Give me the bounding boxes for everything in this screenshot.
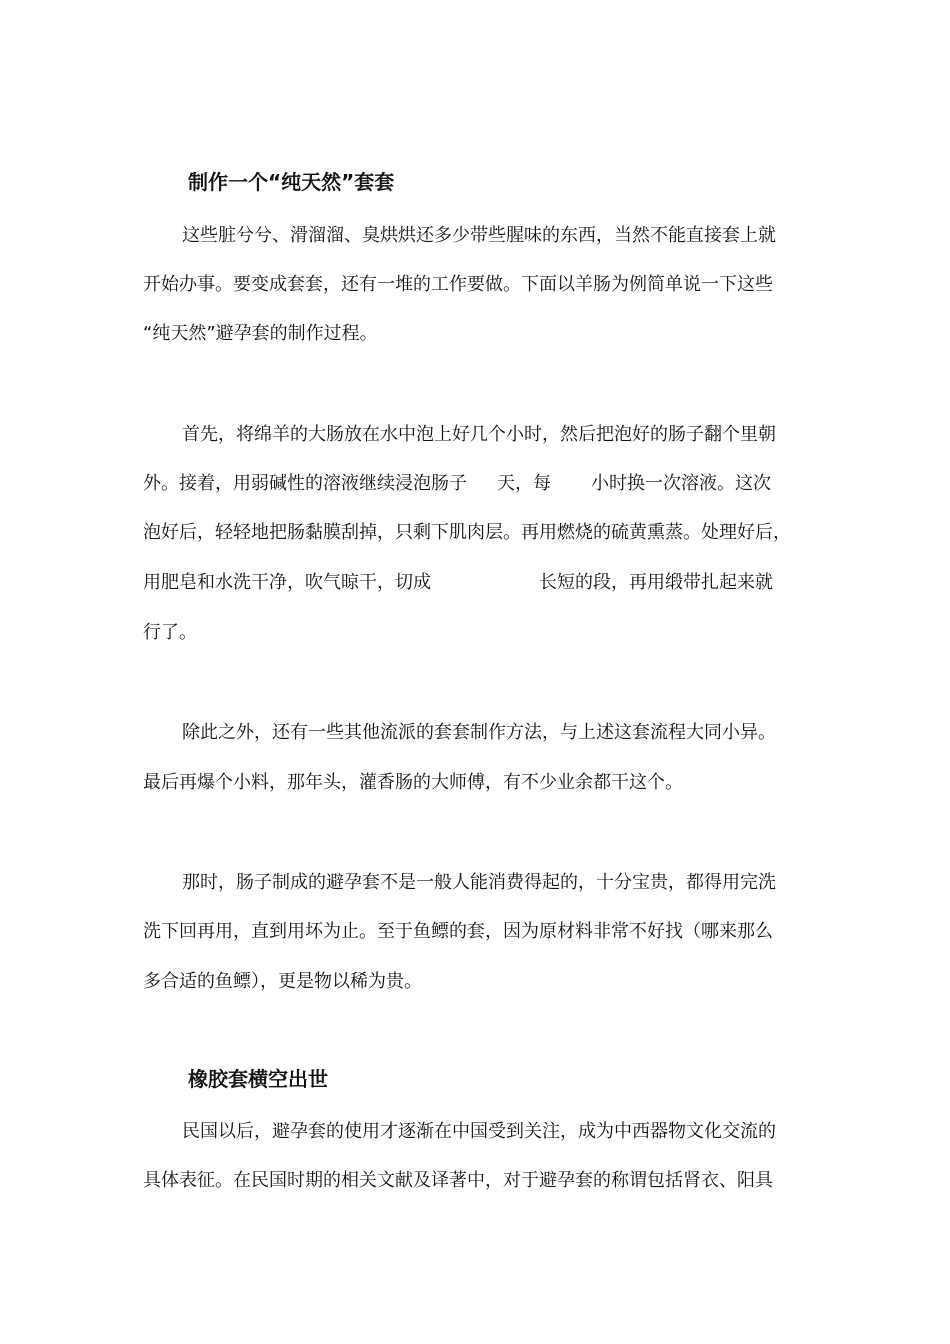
paragraph-line xyxy=(143,472,771,496)
paragraph-line: “纯天然”避孕套的制作过程。 xyxy=(143,323,378,344)
paragraph-line: 最后再爆个小料，那年头，灌香肠的大师傅，有不少业余都干这个。 xyxy=(143,772,683,793)
paragraph-line: 民国以后，避孕套的使用才逐渐在中国受到关注，成为中西器物文化交流的 xyxy=(182,1121,776,1142)
paragraph-line: 多合适的鱼鳔），更是物以稀为贵。 xyxy=(143,971,422,992)
section-heading-rubber: 橡胶套横空出世 xyxy=(188,1067,328,1091)
text-segment: 外。接着，用弱碱性的溶液继续浸泡肠子 xyxy=(143,473,467,494)
text-segment: 用肥皂和水洗干净，吹气晾干，切成 xyxy=(143,572,431,593)
paragraph-line xyxy=(143,571,773,595)
paragraph-line: 泡好后，轻轻地把肠黏膜刮掉，只剩下肌肉层。再用燃烧的硫黄熏蒸。处理好后， xyxy=(143,522,791,543)
section-heading-natural: 制作一个“纯天然”套套 xyxy=(188,170,395,194)
paragraph-line: 行了。 xyxy=(143,622,197,643)
paragraph-line: 开始办事。要变成套套，还有一堆的工作要做。下面以羊肠为例简单说一下这些 xyxy=(143,274,773,295)
text-segment: 长短的段，再用缎带扎起来就 xyxy=(539,572,773,593)
paragraph-line: 这些脏兮兮、滑溜溜、臭烘烘还多少带些腥味的东西，当然不能直接套上就 xyxy=(182,225,776,246)
paragraph-line: 除此之外，还有一些其他流派的套套制作方法，与上述这套流程大同小异。 xyxy=(182,722,776,743)
text-segment: 小时换一次溶液。这次 xyxy=(591,473,771,494)
paragraph-line: 首先，将绵羊的大肠放在水中泡上好几个小时，然后把泡好的肠子翻个里朝 xyxy=(182,424,776,445)
paragraph-line: 洗下回再用，直到用坏为止。至于鱼鳔的套，因为原材料非常不好找（哪来那么 xyxy=(143,921,773,942)
text-segment: 天，每 xyxy=(497,473,551,494)
paragraph-line: 具体表征。在民国时期的相关文献及译著中，对于避孕套的称谓包括肾衣、阳具 xyxy=(143,1170,773,1191)
paragraph-line: 那时，肠子制成的避孕套不是一般人能消费得起的，十分宝贵，都得用完洗 xyxy=(182,872,776,893)
